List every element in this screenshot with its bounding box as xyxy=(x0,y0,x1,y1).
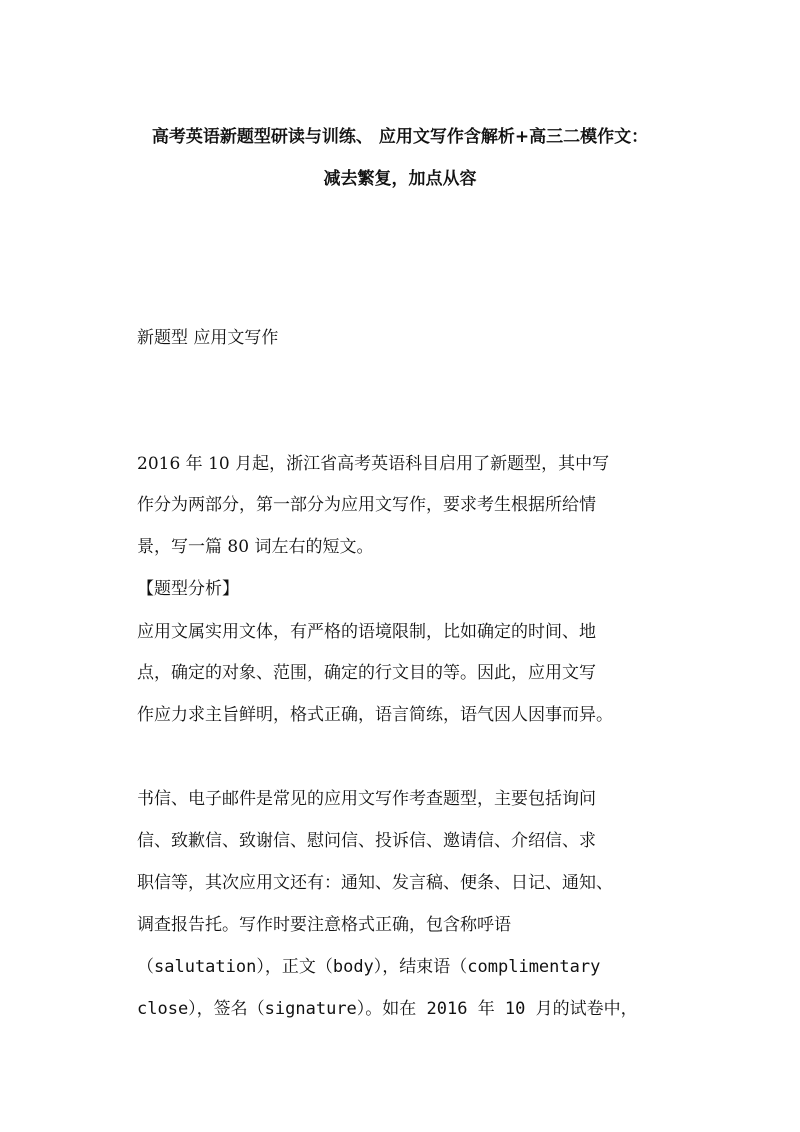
paragraph-1-line: 作分为两部分，第一部分为应用文写作，要求考生根据所给情 xyxy=(137,495,596,515)
paragraph-1-line: 景，写一篇 80 词左右的短文。 xyxy=(137,537,374,557)
paragraph-3-line: 信、致歉信、致谢信、慰问信、投诉信、邀请信、介绍信、求 xyxy=(137,831,596,851)
paragraph-3-line: （salutation），正文（body），结束语（complimentary xyxy=(137,957,601,977)
analysis-label: 【题型分析】 xyxy=(137,579,239,599)
section-heading: 新题型 应用文写作 xyxy=(137,328,279,348)
document-title-line-1: 高考英语新题型研读与训练、 应用文写作含解析+高三二模作文： xyxy=(151,127,649,147)
paragraph-2-line: 点，确定的对象、范围，确定的行文目的等。因此，应用文写 xyxy=(137,663,596,683)
paragraph-2-line: 作应力求主旨鲜明，格式正确，语言简练，语气因人因事而异。 xyxy=(137,705,613,725)
paragraph-3-line: close），签名（signature）。如在 2016 年 10 月的试卷中， xyxy=(137,999,638,1019)
paragraph-3-line: 职信等，其次应用文还有：通知、发言稿、便条、日记、通知、 xyxy=(137,873,613,893)
paragraph-1-line: 2016 年 10 月起，浙江省高考英语科目启用了新题型，其中写 xyxy=(137,454,610,474)
paragraph-3-line: 书信、电子邮件是常见的应用文写作考查题型，主要包括询问 xyxy=(137,789,596,809)
document-title-line-2: 减去繁复，加点从容 xyxy=(323,169,477,189)
paragraph-2-line: 应用文属实用文体，有严格的语境限制，比如确定的时间、地 xyxy=(137,622,596,642)
paragraph-3-line: 调查报告托。写作时要注意格式正确，包含称呼语 xyxy=(137,915,511,935)
